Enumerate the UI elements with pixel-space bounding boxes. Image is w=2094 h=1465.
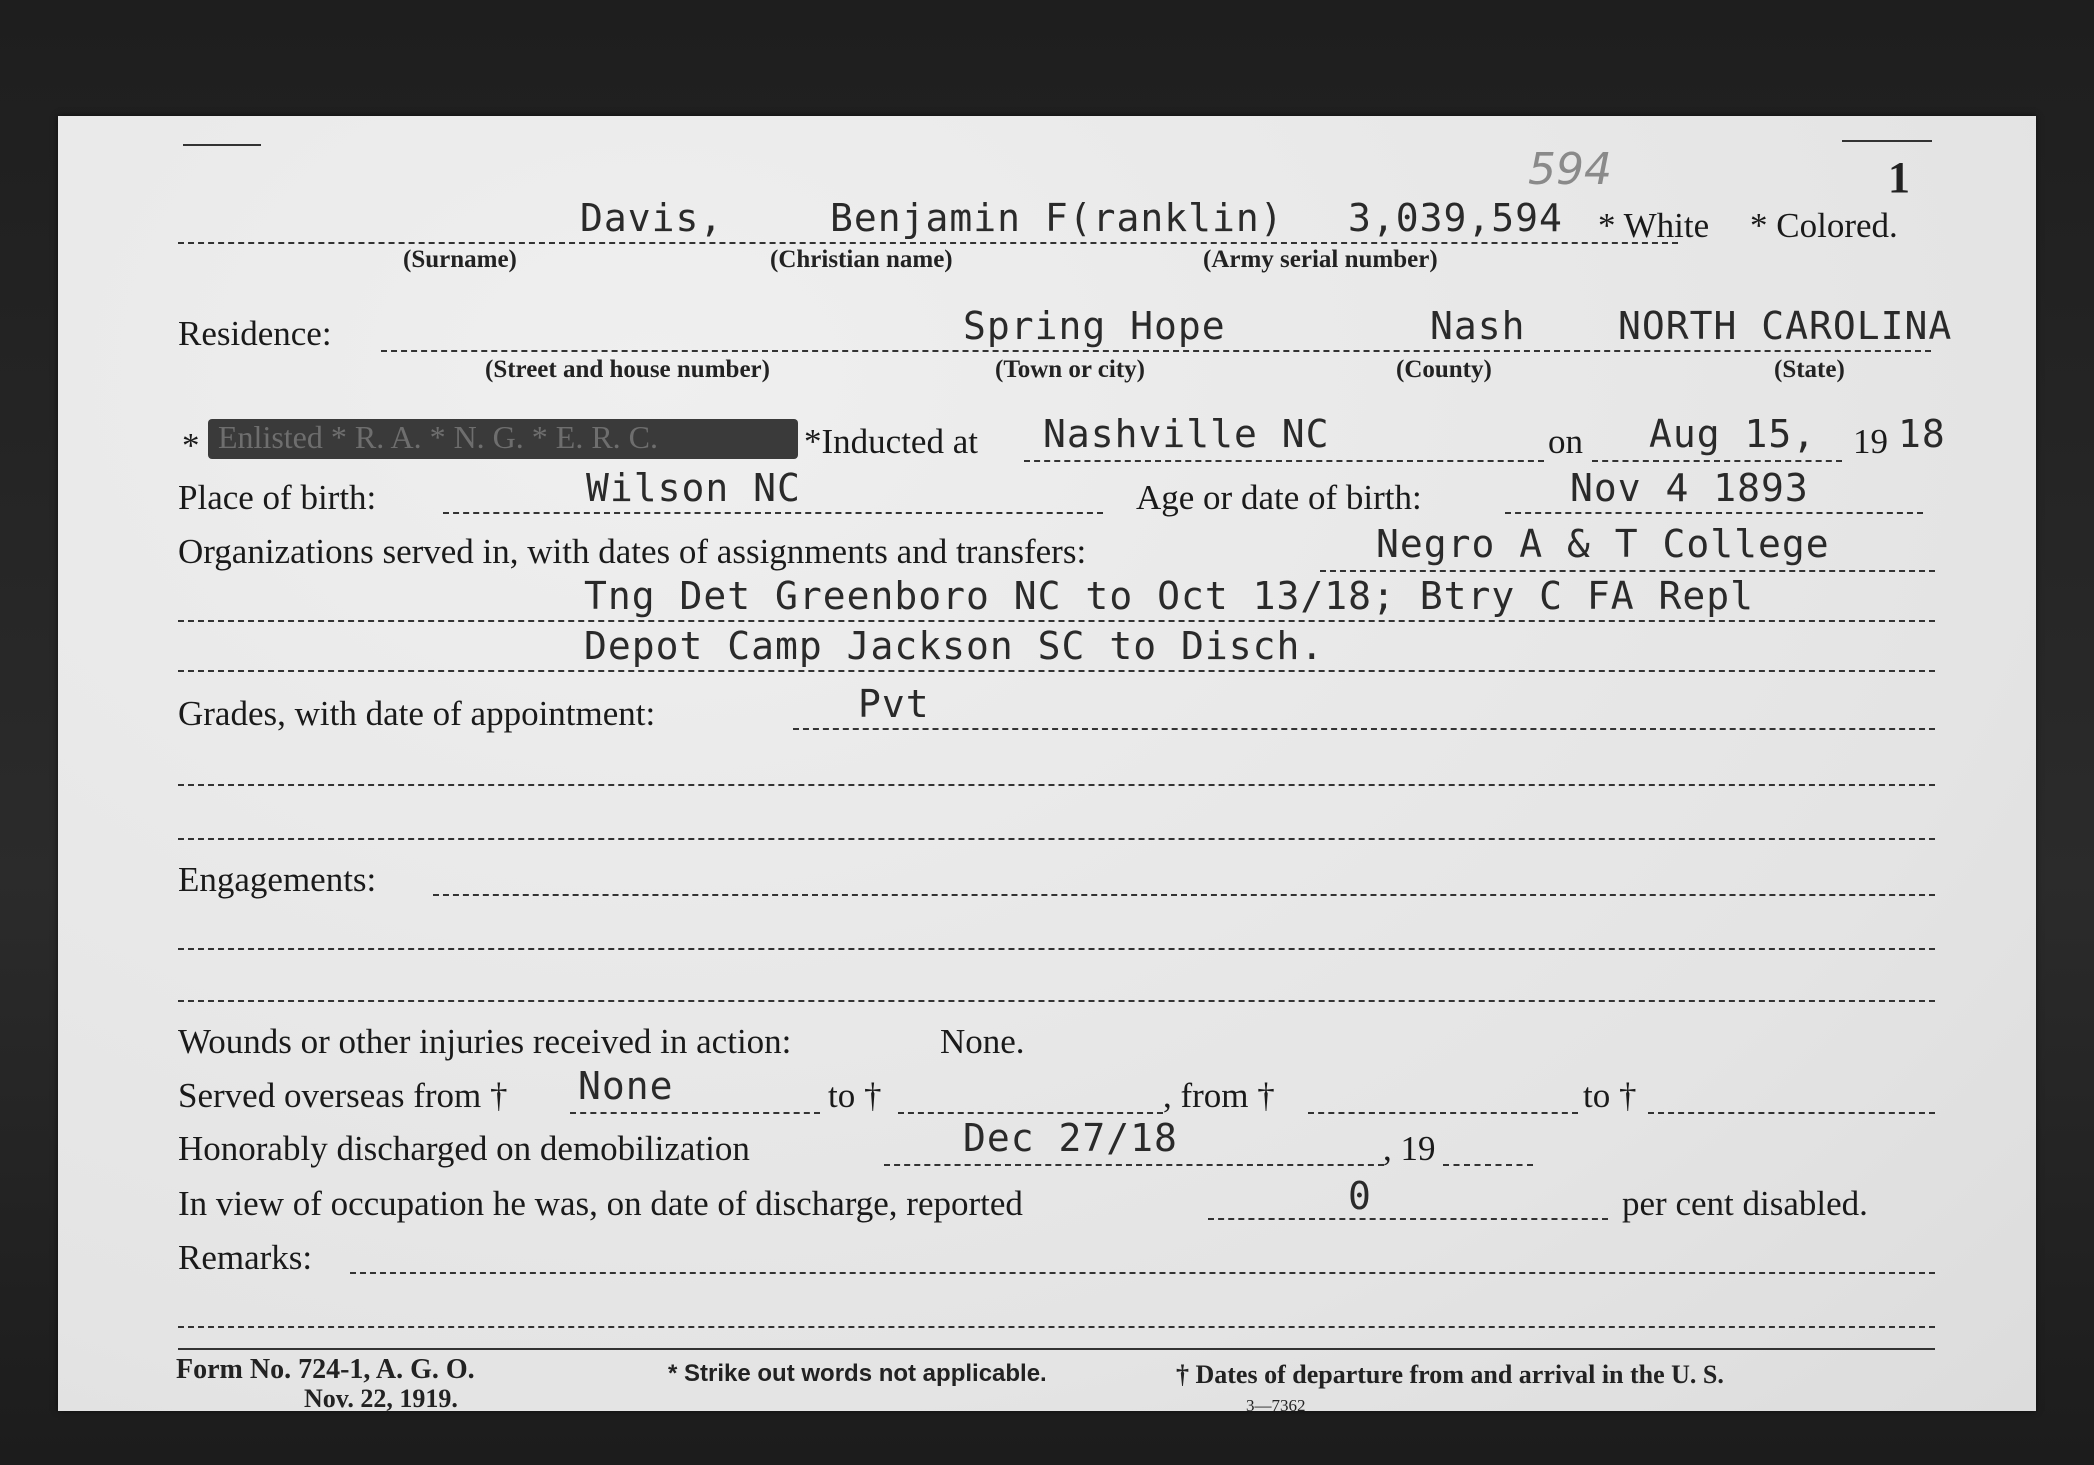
engagements-label: Engagements: (178, 860, 377, 899)
grades-line-3 (178, 838, 1935, 840)
overseas-from-value: None (578, 1064, 674, 1108)
organizations-value-1: Negro A & T College (1376, 522, 1830, 566)
engagements-line-3 (178, 1000, 1935, 1002)
race-white-option: * White (1598, 206, 1710, 245)
place-of-birth-label: Place of birth: (178, 478, 377, 517)
induction-star: * (182, 426, 200, 465)
town-caption: (Town or city) (995, 356, 1145, 383)
state-caption: (State) (1774, 356, 1845, 383)
strike-out-note: * Strike out words not applicable. (668, 1360, 1047, 1387)
form-number: Form No. 724-1, A. G. O. (176, 1354, 475, 1385)
wounds-value: None. (940, 1022, 1025, 1061)
wounds-label: Wounds or other injuries received in action: (178, 1022, 792, 1061)
date-of-birth-value: Nov 4 1893 (1570, 466, 1809, 510)
card-number: 1 (1888, 153, 1910, 202)
discharge-label: Honorably discharged on demobilization (178, 1129, 750, 1168)
christian-name-caption: (Christian name) (770, 246, 953, 273)
place-of-birth-value: Wilson NC (586, 466, 801, 510)
date-of-birth-label: Age or date of birth: (1136, 478, 1422, 517)
induction-date-value: Aug 15, (1649, 412, 1817, 456)
engagements-line-2 (178, 948, 1935, 950)
overseas-to-line-2 (1648, 1112, 1935, 1114)
overseas-to-label-2: to † (1583, 1076, 1637, 1115)
name-line (178, 242, 1678, 244)
surname-value: Davis, (580, 196, 724, 240)
discharge-date-line (884, 1164, 1384, 1166)
organizations-line-1 (1320, 570, 1935, 572)
county-caption: (County) (1396, 356, 1492, 383)
place-of-birth-line (443, 512, 1103, 514)
residence-label: Residence: (178, 314, 332, 353)
grades-label: Grades, with date of appointment: (178, 694, 656, 733)
overseas-from-label-2: , from † (1163, 1076, 1275, 1115)
christian-name-value: Benjamin F(ranklin) (830, 196, 1284, 240)
struck-enlistment-options (208, 419, 798, 459)
discharge-year-line (1443, 1164, 1533, 1166)
overseas-from-line-2 (1308, 1112, 1578, 1114)
inducted-at-value: Nashville NC (1043, 412, 1330, 456)
disability-label: In view of occupation he was, on date of discharge, reported (178, 1184, 1023, 1223)
handwritten-serial-note: 594 (1528, 144, 1612, 195)
engagements-line-1 (433, 894, 1935, 896)
organizations-line-3 (178, 670, 1935, 672)
disability-value: 0 (1348, 1174, 1372, 1218)
serial-number-value: 3,039,594 (1348, 196, 1563, 240)
residence-county-value: Nash (1430, 304, 1526, 348)
overseas-to-line-1 (898, 1112, 1163, 1114)
residence-line (381, 350, 1931, 352)
organizations-value-2: Tng Det Greenboro NC to Oct 13/18; Btry C FA Repl (584, 574, 1755, 618)
print-code: 3—7362 (1246, 1396, 1306, 1415)
overseas-to-label-1: to † (828, 1076, 882, 1115)
induction-year-suffix: 18 (1898, 412, 1946, 456)
remarks-line-1 (350, 1272, 1935, 1274)
form-date: Nov. 22, 1919. (304, 1384, 458, 1413)
service-record-card (58, 116, 2036, 1415)
disability-suffix: per cent disabled. (1622, 1184, 1868, 1223)
induction-date-line (1592, 460, 1842, 462)
overseas-from-label: Served overseas from † (178, 1076, 508, 1115)
serial-number-caption: (Army serial number) (1203, 246, 1438, 273)
surname-caption: (Surname) (403, 246, 517, 273)
overseas-from-line-1 (570, 1112, 820, 1114)
residence-state-value: NORTH CAROLINA (1618, 304, 1953, 348)
top-left-rule (183, 144, 261, 146)
street-caption: (Street and house number) (485, 356, 770, 383)
disability-line (1208, 1218, 1608, 1220)
race-colored-option: * Colored. (1750, 206, 1898, 245)
date-of-birth-line (1505, 512, 1923, 514)
inducted-at-label: *Inducted at (804, 422, 978, 461)
induction-year-prefix: 19 (1853, 422, 1888, 461)
organizations-label: Organizations served in, with dates of assignments and transfers: (178, 532, 1087, 571)
organizations-line-2 (178, 620, 1935, 622)
induction-on-label: on (1548, 422, 1583, 461)
inducted-at-line (1024, 460, 1544, 462)
discharge-year-prefix: , 19 (1383, 1129, 1436, 1168)
grades-line-1 (793, 728, 1935, 730)
top-right-rule (1842, 140, 1932, 142)
remarks-label: Remarks: (178, 1238, 313, 1277)
discharge-date-value: Dec 27/18 (963, 1116, 1178, 1160)
remarks-line-2 (178, 1326, 1935, 1328)
struck-options-text: Enlisted * R. A. * N. G. * E. R. C. (218, 419, 659, 455)
organizations-value-3: Depot Camp Jackson SC to Disch. (584, 624, 1325, 668)
grades-line-2 (178, 784, 1935, 786)
grades-value: Pvt (858, 682, 930, 726)
footer-rule (178, 1348, 1935, 1350)
residence-town-value: Spring Hope (963, 304, 1226, 348)
dates-note: † Dates of departure from and arrival in the U. S. (1176, 1360, 1724, 1389)
